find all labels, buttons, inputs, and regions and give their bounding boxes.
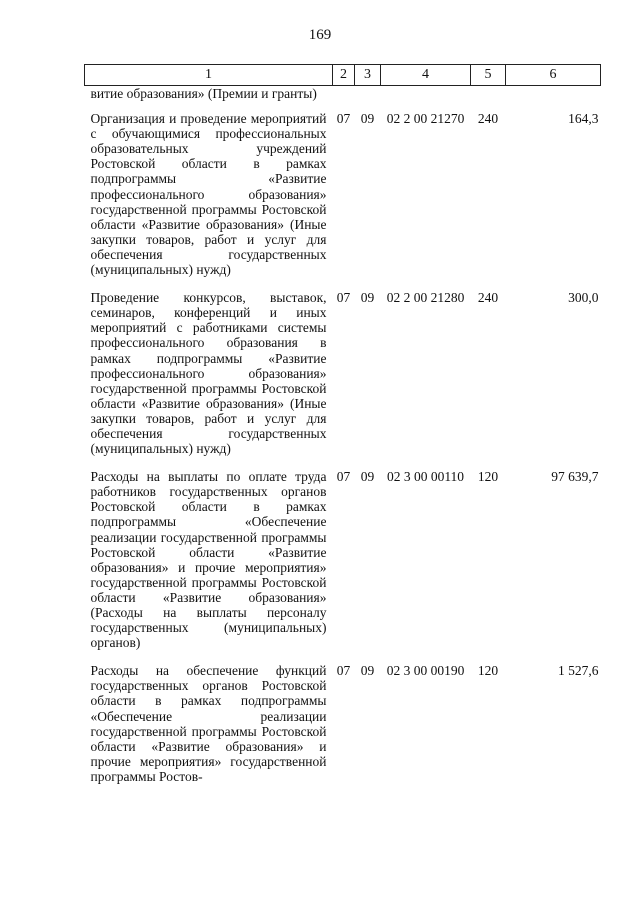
row-expense-type: 120 [477, 663, 499, 679]
row-target-article [381, 86, 471, 112]
header-col-4: 4 [381, 65, 471, 86]
header-row [85, 65, 601, 86]
row-amount: 97 639,7 [551, 469, 599, 485]
header-col-5: 5 [471, 65, 506, 86]
header-col-3: 3 [355, 65, 381, 86]
row-subsection [355, 86, 381, 112]
row-target-article: 02 3 00 00190 [386, 663, 465, 679]
row-amount: 1 527,6 [558, 663, 599, 679]
row-amount [506, 86, 601, 112]
row-amount: 164,3 [568, 111, 599, 127]
row-description: Организация и проведение мероприятий с обучающимися профессиональных образовательных учреждений Ростовской области в рамках подпрограммы «Развитие профессионального образования» государственной программы Ростовской области «Развитие образования» (Иные закупки товаров, работ и услуг для обеспечения государственных (муниципальных) нужд) [90, 111, 327, 278]
row-section: 07 [336, 663, 351, 679]
header-col-1: 1 [85, 65, 333, 86]
row-expense-type: 120 [477, 469, 499, 485]
row-section: 07 [336, 111, 351, 127]
budget-table [84, 64, 601, 784]
row-expense-type: 240 [477, 290, 499, 306]
table-row [85, 290, 601, 469]
row-target-article: 02 3 00 00110 [386, 469, 465, 485]
header-col-6: 6 [506, 65, 601, 86]
row-subsection: 09 [360, 469, 375, 485]
row-expense-type: 240 [477, 111, 499, 127]
row-section: 07 [336, 290, 351, 306]
row-target-article: 02 2 00 21270 [386, 111, 465, 127]
row-description: витие образования» (Премии и гранты) [90, 86, 317, 101]
row-description: Расходы на выплаты по оплате труда работников государственных органов Ростовской области в рамках подпрограммы «Обеспечение реализации государственной программы Ростовской области «Развитие образования» и прочие мероприятия» государственной программы Ростовской области «Развитие образования» (Расходы на выплаты персоналу государственных (муниципальных) органов) [90, 469, 327, 651]
row-section: 07 [336, 469, 351, 485]
page-number: 169 [308, 27, 332, 43]
table-body [85, 86, 601, 785]
row-subsection: 09 [360, 663, 375, 679]
row-subsection: 09 [360, 111, 375, 127]
row-target-article: 02 2 00 21280 [386, 290, 465, 306]
row-description: Расходы на обеспечение функций государственных органов Ростовской области в рамках подпрограммы «Обеспечение реализации государственной программы Ростовской области «Развитие образования» и прочие мероприятия» государственной программы Ростов- [90, 663, 327, 784]
table-row [85, 86, 601, 112]
table-row [85, 663, 601, 784]
table-header [85, 65, 601, 86]
row-subsection: 09 [360, 290, 375, 306]
row-description: Проведение конкурсов, выставок, семинаров, конференций и иных мероприятий с работниками системы профессионального образования в рамках подпрограммы «Развитие профессионального образования» государственной программы Ростовской области «Развитие образования» (Иные закупки товаров, работ и услуг для обеспечения государственных (муниципальных) нужд) [90, 290, 327, 457]
table-row [85, 111, 601, 290]
row-amount: 300,0 [568, 290, 599, 306]
row-expense-type [471, 86, 506, 112]
header-col-2: 2 [333, 65, 355, 86]
table-row [85, 469, 601, 663]
row-section [333, 86, 355, 112]
